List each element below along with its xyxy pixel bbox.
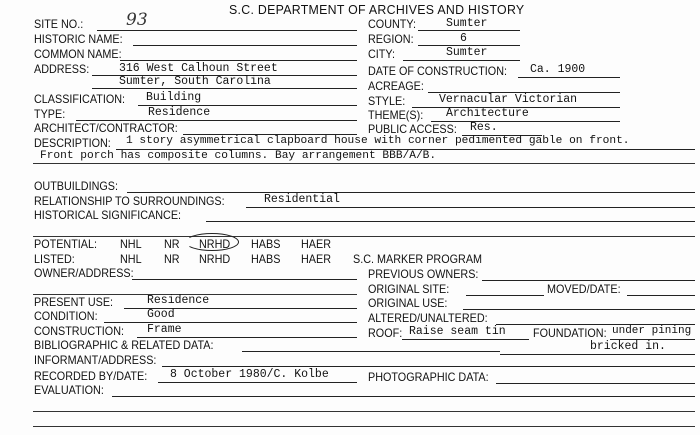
- common-name-label: COMMON NAME:: [34, 47, 122, 61]
- bibliographic-label: BIBLIOGRAPHIC & RELATED DATA:: [34, 338, 214, 352]
- original-site-label: ORIGINAL SITE:: [368, 282, 450, 296]
- site-no-value: 93: [126, 10, 148, 30]
- region-label: REGION:: [368, 32, 414, 46]
- classification-value: Building: [146, 91, 202, 104]
- relationship-label: RELATIONSHIP TO SURROUNDINGS:: [34, 194, 225, 208]
- present-use-label: PRESENT USE:: [34, 295, 114, 309]
- foundation-value-2: bricked in.: [590, 340, 666, 353]
- date-of-construction-value: Ca. 1900: [530, 63, 586, 76]
- evaluation-label: EVALUATION:: [34, 383, 104, 397]
- owner-address-label: OWNER/ADDRESS:: [34, 266, 134, 280]
- architect-label: ARCHITECT/CONTRACTOR:: [34, 121, 178, 135]
- roof-value: Raise seam tin: [409, 325, 506, 338]
- listed-habs: HABS: [251, 252, 281, 266]
- original-use-label: ORIGINAL USE:: [368, 296, 448, 310]
- city-label: CITY:: [368, 47, 396, 61]
- potential-nr: NR: [164, 237, 180, 251]
- type-label: TYPE:: [34, 107, 66, 121]
- description-label: DESCRIPTION:: [34, 136, 111, 150]
- description-line-2: Front porch has composite columns. Bay arrangement BBB/A/B.: [40, 150, 437, 162]
- county-value: Sumter: [446, 17, 488, 30]
- type-value: Residence: [148, 106, 211, 119]
- themes-value: Architecture: [446, 107, 529, 120]
- moved-date-label: MOVED/DATE:: [547, 282, 621, 296]
- historic-name-label: HISTORIC NAME:: [34, 32, 123, 46]
- previous-owners-label: PREVIOUS OWNERS:: [368, 267, 479, 281]
- roof-label: ROOF:: [368, 326, 403, 340]
- public-access-label: PUBLIC ACCESS:: [368, 122, 457, 136]
- informant-label: INFORMANT/ADDRESS:: [34, 353, 157, 367]
- potential-haer: HAER: [301, 237, 332, 251]
- listed-label: LISTED:: [34, 252, 75, 266]
- style-value: Vernacular Victorian: [439, 93, 578, 106]
- site-no-label: SITE NO.:: [34, 17, 84, 31]
- form-title: S.C. DEPARTMENT OF ARCHIVES AND HISTORY: [229, 2, 525, 17]
- outbuildings-label: OUTBUILDINGS:: [34, 179, 119, 193]
- recorded-value: 8 October 1980/C. Kolbe: [170, 368, 329, 381]
- address-line-1: 316 West Calhoun Street: [119, 62, 278, 75]
- recorded-label: RECORDED BY/DATE:: [34, 369, 148, 383]
- description-line-1: 1 story asymmetrical clapboard house with corner pedimented gable on front.: [126, 135, 630, 147]
- listed-nr: NR: [164, 252, 180, 266]
- construction-value: Frame: [147, 323, 182, 336]
- style-label: STYLE:: [368, 94, 406, 108]
- potential-label: POTENTIAL:: [34, 237, 98, 251]
- city-value: Sumter: [446, 46, 488, 59]
- date-of-construction-label: DATE OF CONSTRUCTION:: [368, 64, 508, 78]
- county-label: COUNTY:: [368, 17, 417, 31]
- acreage-label: ACREAGE:: [368, 79, 424, 93]
- public-access-value: Res.: [470, 121, 498, 134]
- classification-label: CLASSIFICATION:: [34, 92, 126, 106]
- foundation-value-1: under pining: [612, 325, 692, 337]
- potential-habs: HABS: [251, 237, 281, 251]
- potential-nrhd: NRHD: [199, 237, 231, 251]
- construction-label: CONSTRUCTION:: [34, 324, 124, 338]
- themes-label: THEME(S):: [368, 108, 424, 122]
- foundation-label: FOUNDATION:: [533, 326, 607, 340]
- condition-label: CONDITION:: [34, 309, 98, 323]
- altered-label: ALTERED/UNALTERED:: [368, 311, 488, 325]
- relationship-value: Residential: [264, 193, 340, 206]
- listed-nrhd: NRHD: [199, 252, 231, 266]
- historical-significance-label: HISTORICAL SIGNIFICANCE:: [34, 208, 182, 222]
- address-label: ADDRESS:: [34, 62, 90, 76]
- present-use-value: Residence: [147, 294, 210, 307]
- listed-nhl: NHL: [120, 252, 142, 266]
- potential-nhl: NHL: [120, 237, 142, 251]
- region-value: 6: [460, 32, 467, 45]
- address-line-2: Sumter, South Carolina: [119, 75, 271, 88]
- listed-haer: HAER: [301, 252, 332, 266]
- marker-program-heading: S.C. MARKER PROGRAM: [353, 252, 483, 266]
- condition-value: Good: [147, 308, 175, 321]
- nrhd-circle-mark: [185, 233, 239, 251]
- photographic-label: PHOTOGRAPHIC DATA:: [368, 370, 489, 384]
